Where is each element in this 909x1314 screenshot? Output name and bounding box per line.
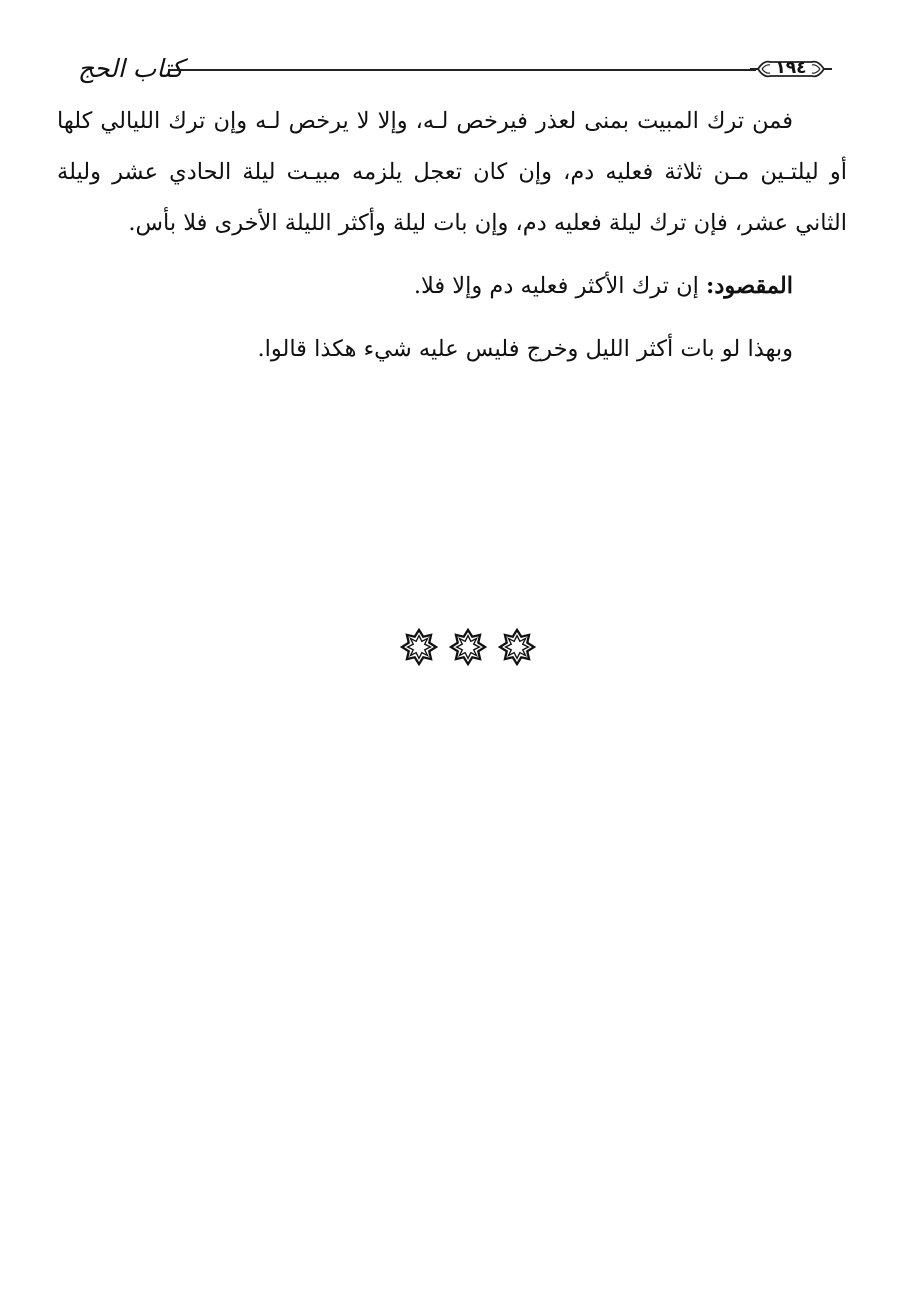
eight-point-star-icon	[449, 628, 487, 666]
eight-point-star-icon	[498, 628, 536, 666]
paragraph	[57, 261, 847, 312]
paragraph: فمن ترك المبيت بمنى لعذر فيرخص لـه، وإلا لا يرخص لـه وإن ترك الليالي كلها أو ليلتـين مـن ثلاثة فعليه دم، وإن كان تعجل يلزمه مبيـت ليلة الحادي عشر وليلة الثاني عشر، فإن ترك ليلة فعليه دم، وإن بات ليلة وأكثر الليلة الأخرى فلا بأس.	[57, 108, 847, 236]
section-end-ornaments	[400, 628, 536, 668]
page-number-frame	[750, 56, 832, 82]
page-number: ١٩٤	[775, 58, 807, 78]
eight-point-star-icon	[400, 628, 438, 666]
paragraph-text: إن ترك الأكثر فعليه دم وإلا فلا.	[413, 273, 707, 299]
main-text	[57, 96, 847, 375]
book-title: كتاب الحج	[78, 54, 184, 83]
header-rule	[168, 69, 756, 71]
paragraph: وبهذا لو بات أكثر الليل وخرج فليس عليه شيء هكذا قالوا.	[257, 336, 793, 362]
paragraph-label: المقصود:	[706, 273, 793, 299]
running-header	[78, 52, 848, 88]
